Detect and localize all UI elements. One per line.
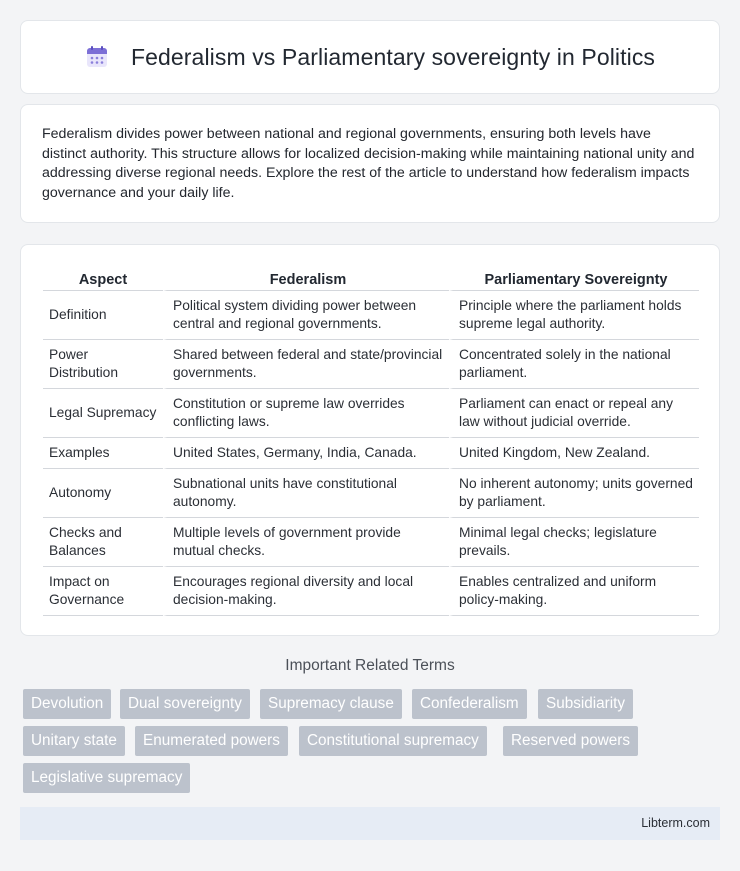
intro-text: Federalism divides power between national and regional governments, ensuring both levels have distinct authority. This structure allows for localized decision-making while maintaining national unity and addressing diverse regional needs. Explore the rest of the article to understand how federalism impacts governance and your daily life. [42, 126, 695, 201]
related-term-tag[interactable]: Subsidiarity [538, 689, 633, 719]
related-term-tag[interactable]: Legislative supremacy [23, 763, 190, 793]
table-cell: Power Distribution [43, 340, 163, 389]
comparison-table-card [20, 244, 720, 636]
table-cell: Multiple levels of government provide mutual checks. [163, 518, 449, 567]
table-row [43, 518, 699, 567]
table-row [43, 469, 699, 518]
comparison-table [43, 267, 699, 616]
related-term-tag[interactable]: Reserved powers [503, 726, 638, 756]
table-row [43, 340, 699, 389]
table-cell: Parliament can enact or repeal any law without judicial override. [449, 389, 699, 438]
related-term-tag[interactable]: Supremacy clause [260, 689, 402, 719]
column-header-aspect: Aspect [43, 267, 163, 291]
table-cell: Autonomy [43, 469, 163, 518]
related-term-tag[interactable]: Devolution [23, 689, 111, 719]
table-cell: No inherent autonomy; units governed by parliament. [449, 469, 699, 518]
table-row [43, 389, 699, 438]
table-cell: Enables centralized and uniform policy-making. [449, 567, 699, 616]
table-cell: Shared between federal and state/provincial governments. [163, 340, 449, 389]
column-header-federalism: Federalism [163, 267, 449, 291]
table-cell: Impact on Governance [43, 567, 163, 616]
table-cell: Concentrated solely in the national parliament. [449, 340, 699, 389]
table-cell: Constitution or supreme law overrides conflicting laws. [163, 389, 449, 438]
calendar-icon [85, 45, 109, 69]
related-term-tag[interactable]: Unitary state [23, 726, 125, 756]
footer [20, 807, 720, 840]
table-cell: Political system dividing power between central and regional governments. [163, 291, 449, 340]
table-row [43, 438, 699, 469]
table-cell: Subnational units have constitutional autonomy. [163, 469, 449, 518]
related-term-tag[interactable]: Enumerated powers [135, 726, 288, 756]
page-title: Federalism vs Parliamentary sovereignty in Politics [130, 43, 656, 70]
related-term-tag[interactable]: Confederalism [412, 689, 527, 719]
table-cell: Legal Supremacy [43, 389, 163, 438]
related-term-tag[interactable]: Dual sovereignty [120, 689, 250, 719]
table-row [43, 567, 699, 616]
table-row [43, 291, 699, 340]
related-terms-heading: Important Related Terms [285, 657, 455, 674]
related-term-tag[interactable]: Constitutional supremacy [299, 726, 487, 756]
table-cell: Encourages regional diversity and local decision-making. [163, 567, 449, 616]
table-cell: United States, Germany, India, Canada. [163, 438, 449, 469]
table-cell: Definition [43, 291, 163, 340]
footer-site-link[interactable]: Libterm.com [641, 816, 710, 830]
table-cell: Examples [43, 438, 163, 469]
table-header-row [43, 267, 699, 291]
column-header-parliamentary-sovereignty: Parliamentary Sovereignty [449, 267, 699, 291]
table-cell: United Kingdom, New Zealand. [449, 438, 699, 469]
table-cell: Checks and Balances [43, 518, 163, 567]
table-cell: Minimal legal checks; legislature prevails. [449, 518, 699, 567]
table-cell: Principle where the parliament holds supreme legal authority. [449, 291, 699, 340]
intro-card [20, 104, 720, 223]
title-card [20, 20, 720, 94]
